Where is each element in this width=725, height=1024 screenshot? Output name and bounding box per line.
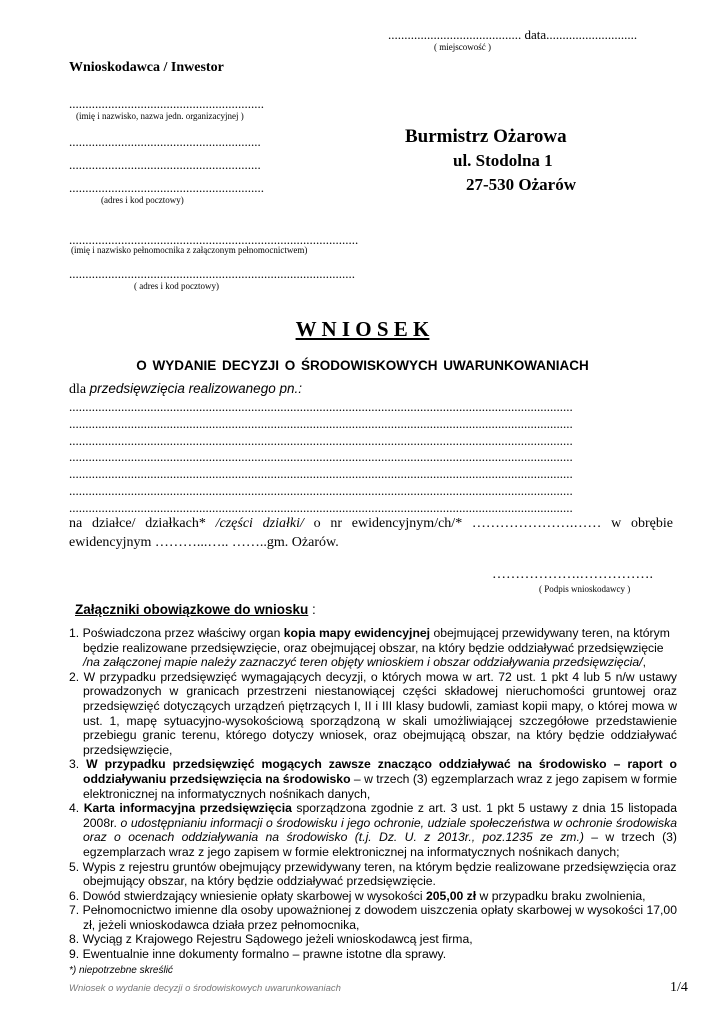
- attachment-item: 5. Wypis z rejestru gruntów obejmujący przewidywany teren, na którym będzie realizowane przedsięwzięcia oraz obejmujący obszar, na który będzie oddziaływać przedsięwzięcie.: [69, 859, 677, 889]
- attachment-item: 1. Poświadczona przez właściwy organ kopia mapy ewidencyjnej obejmującej przewidywany teren, na którym będzie realizowane przedsięwzięcie, oraz obejmującej obszar, na który będzie oddziaływać przedsięwzięcie /na załączonej mapie należy zaznaczyć teren objęty wnioskiem i obszar oddziaływania przedsięwzięcia/,: [69, 626, 670, 670]
- signature-field[interactable]: ……………….…………….: [492, 567, 653, 582]
- applicant-address-field-2[interactable]: ...........................................................: [69, 157, 261, 172]
- document-title: W N I O S E K: [295, 317, 430, 341]
- attachment-item: 6. Dowód stwierdzający wniesienie opłaty skarbowej w wysokości 205,00 zł w przypadku braku zwolnienia,: [69, 888, 646, 903]
- addressee-street: ul. Stodolna 1: [453, 151, 553, 170]
- applicant-address-caption: (adres i kod pocztowy): [101, 195, 184, 205]
- attachments-heading: [75, 602, 316, 617]
- plot-info-line-1: [69, 516, 673, 532]
- project-line[interactable]: ...........................................................................................................................................................: [69, 399, 573, 414]
- footer-document-name: Wniosek o wydanie decyzji o środowiskowych uwarunkowaniach: [69, 983, 341, 994]
- place-date-line[interactable]: ......................................... data............................: [388, 27, 638, 42]
- page-number: 1/4: [670, 980, 688, 995]
- project-intro-italic: przedsięwzięcia realizowanego pn.:: [89, 381, 302, 396]
- attachments-heading-colon: :: [308, 602, 316, 617]
- applicant-title: Wnioskodawca / Inwestor: [69, 60, 224, 75]
- attachments-list: [69, 626, 677, 962]
- project-line[interactable]: ...........................................................................................................................................................: [69, 482, 573, 498]
- attachment-item: 9. Ewentualnie inne dokumenty formalno – prawne istotne dla sprawy.: [69, 947, 447, 962]
- document-subtitle: O WYDANIE DECYZJI O ŚRODOWISKOWYCH UWARUNKOWANIACH: [136, 358, 589, 373]
- attachment-item: 3. W przypadku przedsięwzięć mogących zawsze znacząco oddziaływać na środowisko – raport o oddziaływaniu przedsięwzięcia na środowisko – w trzech (3) egzemplarzach wraz z jego zapisem w formie elektronicznej na informatycznych nośnikach danych,: [69, 757, 677, 801]
- project-line[interactable]: ...........................................................................................................................................................: [69, 432, 573, 448]
- footnote: *) niepotrzebne skreślić: [69, 965, 173, 976]
- plot-info-line-2: ewidencyjnym ………...….. ……..gm. Ożarów.: [69, 535, 339, 550]
- place-caption: ( miejscowość ): [434, 42, 491, 52]
- attachments-heading-text: Załączniki obowiązkowe do wniosku: [75, 602, 309, 617]
- applicant-address-field-1[interactable]: ...........................................................: [69, 134, 261, 149]
- project-intro: [69, 381, 302, 398]
- applicant-address-field-3[interactable]: ............................................................: [69, 180, 264, 195]
- project-line[interactable]: ...........................................................................................................................................................: [69, 466, 573, 482]
- attachment-item: 2. W przypadku przedsięwzięć wymagających decyzji, o których mowa w art. 72 ust. 1 pkt 4 lub 5 n/w ustawy prowadzonych w granicach przestrzeni niestanowiącej części składowej nieruchomości gruntowej oraz przedsięwzięć dotyczących urządzeń piętrzących I, II i III klasy budowli, zamiast kopii mapy, o której mowa w ust. 1, mapę sytuacyjno-wysokościową sporządzoną w skali umożliwiającej szczegółowe przedstawienie przebiegu granic terenu, którego dotyczy wniosek, oraz obejmującą obszar, na który będzie oddziaływać przedsięwzięcie,: [69, 669, 677, 757]
- attachment-item: 8. Wyciąg z Krajowego Rejestru Sądowego jeżeli wnioskodawcą jest firma,: [69, 932, 473, 947]
- plot-text-italic: /części działki/: [215, 516, 304, 531]
- addressee-city: 27-530 Ożarów: [466, 175, 577, 194]
- proxy-name-field[interactable]: .........................................................................................: [69, 232, 359, 247]
- project-line[interactable]: ...........................................................................................................................................................: [69, 449, 573, 465]
- attachment-item: 7. Pełnomocnictwo imienne dla osoby upoważnionej z dowodem uiszczenia opłaty skarbowej w wysokości 17,00 zł, jeżeli wnioskodawca działa przez pełnomocnika,: [69, 903, 677, 932]
- proxy-address-field[interactable]: ........................................................................................: [69, 266, 355, 281]
- proxy-name-caption: (imię i nazwisko pełnomocnika z załączonym pełnomocnictwem): [71, 245, 308, 255]
- project-intro-prefix: dla: [69, 382, 90, 397]
- addressee-name: Burmistrz Ożarowa: [405, 126, 567, 147]
- plot-text: na działce/ działkach*: [69, 516, 216, 531]
- signature-caption: ( Podpis wnioskodawcy ): [539, 584, 631, 594]
- proxy-address-caption: ( adres i kod pocztowy): [134, 281, 219, 291]
- project-name-lines[interactable]: [69, 399, 674, 517]
- applicant-name-caption: (imię i nazwisko, nazwa jedn. organizacyjnej ): [76, 111, 244, 121]
- project-line[interactable]: ...........................................................................................................................................................: [69, 499, 573, 515]
- attachment-item: 4. Karta informacyjna przedsięwzięcia sporządzona zgodnie z art. 3 ust. 1 pkt 5 ustawy z dnia 15 listopada 2008r. o udostępnianiu informacji o środowisku i jego ochronie, udziale społeczeństwa w ochronie środowiska oraz o ocenach oddziaływania na środowisko (t.j. Dz. U. z 2013r., poz.1235 ze zm.) – w trzech (3) egzemplarzach wraz z jego zapisem w formie elektronicznej na informatycznych nośnikach danych;: [69, 801, 677, 859]
- applicant-name-field[interactable]: ............................................................: [69, 96, 264, 111]
- project-line[interactable]: ...........................................................................................................................................................: [69, 415, 573, 431]
- plot-text-2: o nr ewidencyjnym/ch/* ………………….…… w obrębie: [303, 516, 674, 531]
